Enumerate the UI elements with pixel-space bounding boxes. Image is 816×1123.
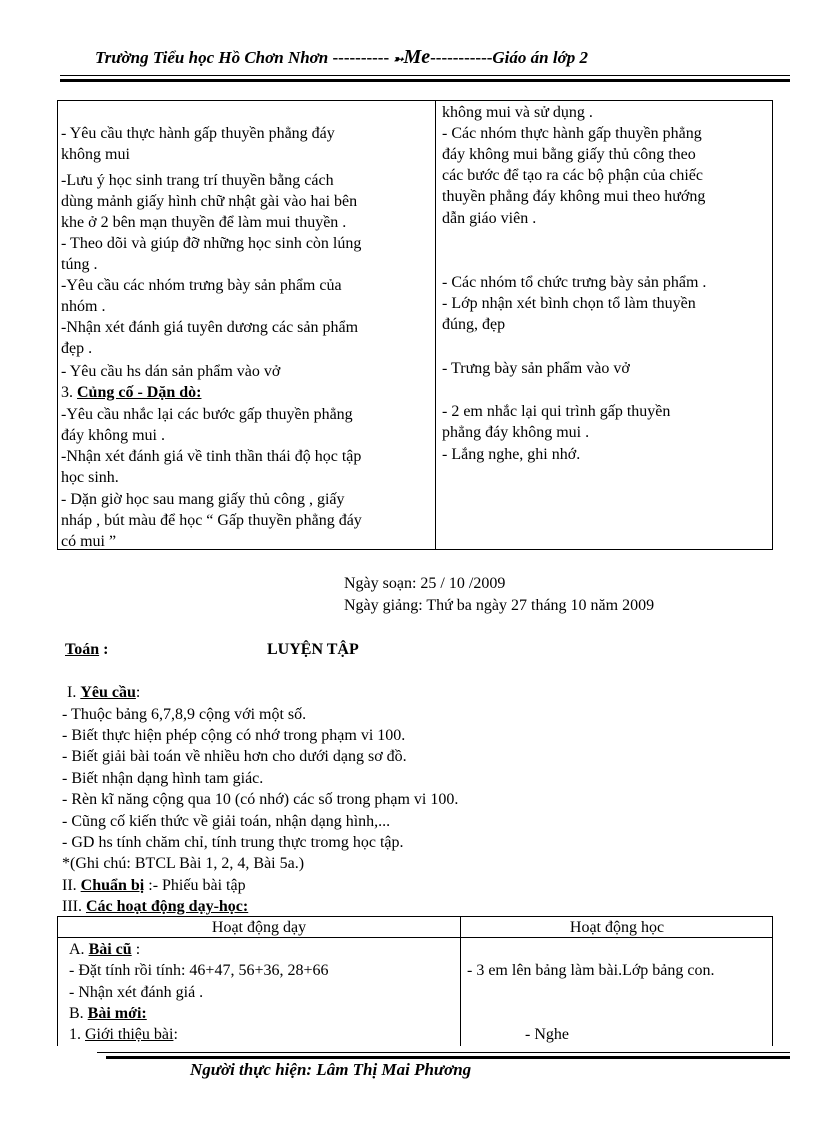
requirement-item: - Biết nhận dạng hình tam giác. xyxy=(62,770,264,787)
part-a-response: - 3 em lên bảng làm bài.Lớp bảng con. xyxy=(467,962,715,979)
teacher-line: - Dặn giờ học sau mang giấy thủ công , giấy xyxy=(61,491,345,508)
column-divider xyxy=(435,101,436,549)
teacher-line: đẹp . xyxy=(61,340,93,357)
student-line: - Các nhóm thực hành gấp thuyền phẳng xyxy=(442,125,702,142)
course-name: Giáo án lớp 2 xyxy=(492,48,588,67)
teacher-line: học sinh. xyxy=(61,469,119,486)
footer-rule-thin xyxy=(97,1052,790,1053)
student-line: - Lớp nhận xét bình chọn tổ làm thuyền xyxy=(442,295,696,312)
section-2-title: Chuẩn bị xyxy=(80,877,145,894)
lesson-title: LUYỆN TẬP xyxy=(267,641,359,658)
part-b1-heading: 1. Giới thiệu bài: xyxy=(69,1026,178,1043)
requirement-item: - Thuộc bảng 6,7,8,9 cộng với một số. xyxy=(62,706,307,723)
part-b1-response: - Nghe xyxy=(525,1026,569,1043)
col-header-learning: Hoạt động học xyxy=(569,919,665,936)
date-prepared: Ngày soạn: 25 / 10 /2009 xyxy=(344,575,506,592)
part-b-title: Bài mới: xyxy=(87,1005,147,1022)
activity-table-continued xyxy=(57,100,773,550)
teacher-line: - Yêu cầu hs dán sản phẩm vào vở xyxy=(61,363,281,380)
teacher-line: nhóm . xyxy=(61,298,106,315)
requirement-item: - Cũng cố kiến thức về giải toán, nhận dạng hình,... xyxy=(62,813,391,830)
section-3-heading: 3. Củng cố - Dặn dò: xyxy=(61,384,202,401)
requirement-item: - GD hs tính chăm chỉ, tính trung thực tromg học tập. xyxy=(62,834,404,851)
teacher-line: -Lưu ý học sinh trang trí thuyền bằng cách xyxy=(61,172,334,189)
activity-table xyxy=(57,916,773,1046)
section-1-title: Yêu cầu xyxy=(80,684,136,701)
teacher-line: nháp , bút màu để học “ Gấp thuyền phẳng đáy xyxy=(61,512,362,529)
student-line: - 2 em nhắc lại qui trình gấp thuyền xyxy=(442,403,671,420)
student-line: đáy không mui bằng giấy thủ công theo xyxy=(442,146,696,163)
student-line: - Các nhóm tổ chức trưng bày sản phẩm . xyxy=(442,274,707,291)
student-line: đúng, đẹp xyxy=(442,316,506,333)
section-3-title: Củng cố - Dặn dò: xyxy=(77,384,202,401)
teacher-line: -Nhận xét đánh giá tuyên dương các sản phẩm xyxy=(61,319,359,336)
part-a-evaluation: - Nhận xét đánh giá . xyxy=(69,984,204,1001)
requirement-item: *(Ghi chú: BTCL Bài 1, 2, 4, Bài 5a.) xyxy=(62,855,305,872)
teacher-line: có mui ” xyxy=(61,533,117,550)
section-2-heading: II. Chuẩn bị :- Phiếu bài tập xyxy=(62,877,246,894)
teacher-line: đáy không mui . xyxy=(61,427,165,444)
section-3-main-heading: III. Các hoạt động dạy-học: xyxy=(62,898,249,915)
school-name: Trường Tiểu học Hồ Chơn Nhơn xyxy=(95,48,329,67)
date-taught: Ngày giảng: Thứ ba ngày 27 tháng 10 năm 2009 xyxy=(344,597,655,614)
student-line: - Trưng bày sản phẩm vào vở xyxy=(442,360,630,377)
teacher-line: - Theo dõi và giúp đỡ những học sinh còn lúng xyxy=(61,235,362,252)
part-a-task: - Đặt tính rồi tính: 46+47, 56+36, 28+66 xyxy=(69,962,329,979)
student-line: các bước để tạo ra các bộ phận của chiếc xyxy=(442,167,703,184)
section-2-content: :- Phiếu bài tập xyxy=(148,877,246,894)
section-1-heading: I. Yêu cầu: xyxy=(67,684,141,701)
author-signature: Người thực hiện: Lâm Thị Mai Phương xyxy=(190,1060,472,1079)
teacher-line: -Nhận xét đánh giá về tinh thần thái độ học tập xyxy=(61,448,362,465)
logo-arrow-icon: ➳ xyxy=(393,52,404,66)
student-line: - Lắng nghe, ghi nhớ. xyxy=(442,446,581,463)
teacher-line: -Yêu cầu nhắc lại các bước gấp thuyền phẳng xyxy=(61,406,353,423)
requirement-item: - Biết thực hiện phép cộng có nhớ trong phạm vi 100. xyxy=(62,727,406,744)
header-dashes-right: ----------- xyxy=(430,48,493,67)
teacher-line: không mui xyxy=(61,146,130,163)
footer-rule-thick xyxy=(106,1056,790,1059)
requirement-item: - Rèn kĩ năng cộng qua 10 (có nhớ) các số trong phạm vi 100. xyxy=(62,791,459,808)
part-b-heading: B. Bài mới: xyxy=(69,1005,147,1022)
col-header-teaching: Hoạt động dạy xyxy=(211,919,307,936)
student-line: không mui và sử dụng . xyxy=(442,104,593,121)
teacher-line: -Yêu cầu các nhóm trưng bày sản phẩm của xyxy=(61,277,342,294)
header-dashes-left: ---------- xyxy=(332,48,390,67)
logo-text: Me xyxy=(403,46,431,68)
part-b1-title: Giới thiệu bài xyxy=(85,1026,174,1043)
lesson-subject: Toán : xyxy=(65,641,109,658)
teacher-line: dùng mảnh giấy hình chữ nhật gài vào hai bên xyxy=(61,193,358,210)
header-logo xyxy=(393,47,430,67)
teacher-line: khe ở 2 bên mạn thuyền để làm mui thuyền . xyxy=(61,214,347,231)
page-header xyxy=(95,46,588,69)
part-a-title: Bài cũ xyxy=(88,941,132,958)
header-rule-thick xyxy=(60,79,790,82)
part-a-heading: A. Bài cũ : xyxy=(69,941,141,958)
teacher-line: - Yêu cầu thực hành gấp thuyền phẳng đáy xyxy=(61,125,335,142)
student-line: thuyền phẳng đáy không mui theo hướng xyxy=(442,188,706,205)
teacher-line: túng . xyxy=(61,256,98,273)
section-3-main-title: Các hoạt động dạy-học: xyxy=(85,898,249,915)
header-rule-thin xyxy=(60,75,790,76)
student-line: dẫn giáo viên . xyxy=(442,210,537,227)
subject-label: Toán xyxy=(65,641,100,658)
student-line: phẳng đáy không mui . xyxy=(442,424,590,441)
requirement-item: - Biết giải bài toán về nhiều hơn cho dưới dạng sơ đồ. xyxy=(62,748,407,765)
